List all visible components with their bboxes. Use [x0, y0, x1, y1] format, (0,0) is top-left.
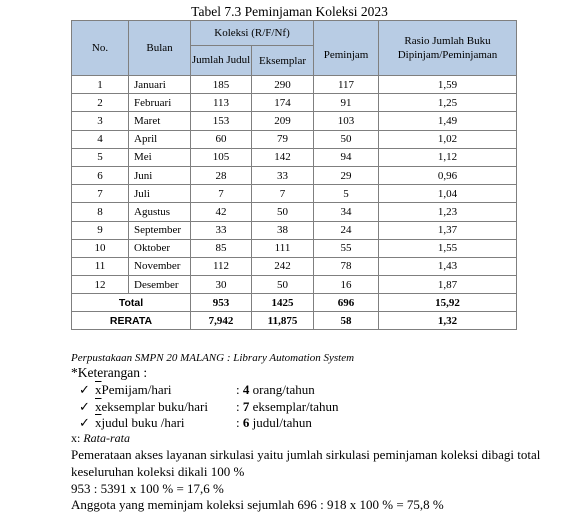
cell-month: September	[129, 221, 191, 239]
cell-no: 11	[72, 257, 129, 275]
cell-peminjam: 91	[314, 94, 379, 112]
cell-month: Oktober	[129, 239, 191, 257]
cell-judul: 33	[191, 221, 252, 239]
cell-rasio: 1,59	[379, 76, 517, 94]
note-item: ✓ $\overline{x}eksemplar$ buku/hari : 7 eksemplar/tahun	[79, 399, 339, 414]
cell-month: Mei	[129, 148, 191, 166]
paragraph: Anggota yang meminjam koleksi sejumlah 696 : 918 x 100 % = 75,8 %	[71, 497, 444, 512]
total-rasio: 15,92	[379, 294, 517, 312]
paragraph: 953 : 5391 x 100 % = 17,6 %	[71, 481, 224, 496]
cell-eksemplar: 79	[252, 130, 314, 148]
cell-no: 5	[72, 148, 129, 166]
cell-eksemplar: 7	[252, 185, 314, 203]
cell-peminjam: 50	[314, 130, 379, 148]
total-label: Total	[72, 294, 191, 312]
cell-rasio: 1,43	[379, 257, 517, 275]
cell-month: Juni	[129, 166, 191, 184]
header-no: No.	[72, 21, 129, 76]
cell-judul: 60	[191, 130, 252, 148]
note-key: Pemijam/hari	[101, 382, 172, 397]
cell-peminjam: 103	[314, 112, 379, 130]
cell-month: Januari	[129, 76, 191, 94]
x-bar: $\overline{x}$	[95, 399, 102, 414]
cell-judul: 7	[191, 185, 252, 203]
cell-judul: 85	[191, 239, 252, 257]
cell-eksemplar: 111	[252, 239, 314, 257]
cell-rasio: 1,37	[379, 221, 517, 239]
note-key: judul buku /hari	[101, 415, 185, 430]
cell-rasio: 1,25	[379, 94, 517, 112]
rerata-peminjam: 58	[314, 312, 379, 330]
cell-month: April	[129, 130, 191, 148]
cell-no: 7	[72, 185, 129, 203]
cell-eksemplar: 33	[252, 166, 314, 184]
cell-no: 2	[72, 94, 129, 112]
rata-rata-note: x: Rata-rata	[71, 431, 131, 445]
table-row	[72, 94, 517, 112]
check-icon: ✓	[79, 415, 90, 430]
table-row	[72, 239, 517, 257]
cell-eksemplar: 174	[252, 94, 314, 112]
cell-no: 3	[72, 112, 129, 130]
cell-judul: 185	[191, 76, 252, 94]
cell-peminjam: 94	[314, 148, 379, 166]
cell-eksemplar: 50	[252, 276, 314, 294]
header-koleksi: Koleksi (R/F/Nf)	[191, 21, 314, 46]
cell-judul: 105	[191, 148, 252, 166]
header-eksemplar: Eksemplar	[252, 46, 314, 76]
check-icon: ✓	[79, 382, 90, 397]
cell-rasio: 1,49	[379, 112, 517, 130]
cell-no: 4	[72, 130, 129, 148]
check-icon: ✓	[79, 399, 90, 414]
rerata-rasio: 1,32	[379, 312, 517, 330]
cell-eksemplar: 290	[252, 76, 314, 94]
cell-eksemplar: 242	[252, 257, 314, 275]
cell-peminjam: 24	[314, 221, 379, 239]
cell-peminjam: 117	[314, 76, 379, 94]
x-bar: $\overline{x}$	[95, 415, 102, 430]
cell-month: Juli	[129, 185, 191, 203]
table-row	[72, 221, 517, 239]
header-jumlah-judul: Jumlah Judul	[191, 46, 252, 76]
cell-rasio: 1,55	[379, 239, 517, 257]
cell-no: 12	[72, 276, 129, 294]
cell-no: 6	[72, 166, 129, 184]
table-row	[72, 148, 517, 166]
note-key: eksemplar buku/hari	[101, 399, 208, 414]
total-row	[72, 294, 517, 312]
cell-peminjam: 78	[314, 257, 379, 275]
cell-rasio: 1,12	[379, 148, 517, 166]
rerata-label: RERATA	[72, 312, 191, 330]
note-value: 7	[242, 399, 250, 414]
table-title: Tabel 7.3 Peminjaman Koleksi 2023	[191, 4, 388, 19]
paragraph: Pemerataan akses layanan sirkulasi yaitu jumlah sirkulasi peminjaman koleksi dibagi total	[71, 447, 541, 462]
cell-month: Februari	[129, 94, 191, 112]
cell-peminjam: 29	[314, 166, 379, 184]
loan-table	[71, 20, 517, 330]
header-rasio: Rasio Jumlah Buku Dipinjam/Peminjaman	[379, 21, 517, 76]
total-judul: 953	[191, 294, 252, 312]
cell-peminjam: 5	[314, 185, 379, 203]
cell-judul: 113	[191, 94, 252, 112]
header-peminjam: Peminjam	[314, 21, 379, 76]
cell-peminjam: 55	[314, 239, 379, 257]
table-row	[72, 185, 517, 203]
cell-no: 9	[72, 221, 129, 239]
paragraph: keseluruhan koleksi dikali 100 %	[71, 464, 245, 479]
cell-rasio: 1,87	[379, 276, 517, 294]
rerata-judul: 7,942	[191, 312, 252, 330]
table-row	[72, 112, 517, 130]
cell-month: Maret	[129, 112, 191, 130]
cell-rasio: 0,96	[379, 166, 517, 184]
cell-no: 10	[72, 239, 129, 257]
cell-judul: 112	[191, 257, 252, 275]
cell-eksemplar: 142	[252, 148, 314, 166]
cell-peminjam: 16	[314, 276, 379, 294]
cell-rasio: 1,23	[379, 203, 517, 221]
cell-rasio: 1,02	[379, 130, 517, 148]
rerata-row	[72, 312, 517, 330]
cell-judul: 28	[191, 166, 252, 184]
table-row	[72, 276, 517, 294]
x-bar: $\overline{x}$	[95, 382, 102, 397]
note-value: 6	[242, 415, 250, 430]
cell-eksemplar: 38	[252, 221, 314, 239]
cell-rasio: 1,04	[379, 185, 517, 203]
table-row	[72, 130, 517, 148]
cell-month: November	[129, 257, 191, 275]
cell-eksemplar: 50	[252, 203, 314, 221]
note-item: ✓ $\overline{x}judul$ buku /hari : 6 judul/tahun	[79, 415, 312, 430]
cell-peminjam: 34	[314, 203, 379, 221]
cell-judul: 153	[191, 112, 252, 130]
cell-judul: 30	[191, 276, 252, 294]
note-item: ✓ $\overline{x}Pemijam$/hari : 4 orang/tahun	[79, 382, 315, 397]
cell-judul: 42	[191, 203, 252, 221]
cell-no: 8	[72, 203, 129, 221]
cell-month: Agustus	[129, 203, 191, 221]
source-caption: Perpustakaan SMPN 20 MALANG : Library Automation System	[71, 352, 355, 364]
header-bulan: Bulan	[129, 21, 191, 76]
table-row	[72, 76, 517, 94]
notes-title: *Keterangan :	[71, 365, 148, 380]
note-value: 4	[242, 382, 250, 397]
table-row	[72, 166, 517, 184]
total-eksemplar: 1425	[252, 294, 314, 312]
cell-eksemplar: 209	[252, 112, 314, 130]
total-peminjam: 696	[314, 294, 379, 312]
cell-month: Desember	[129, 276, 191, 294]
cell-no: 1	[72, 76, 129, 94]
table-row	[72, 203, 517, 221]
table-row	[72, 257, 517, 275]
rerata-eksemplar: 11,875	[252, 312, 314, 330]
